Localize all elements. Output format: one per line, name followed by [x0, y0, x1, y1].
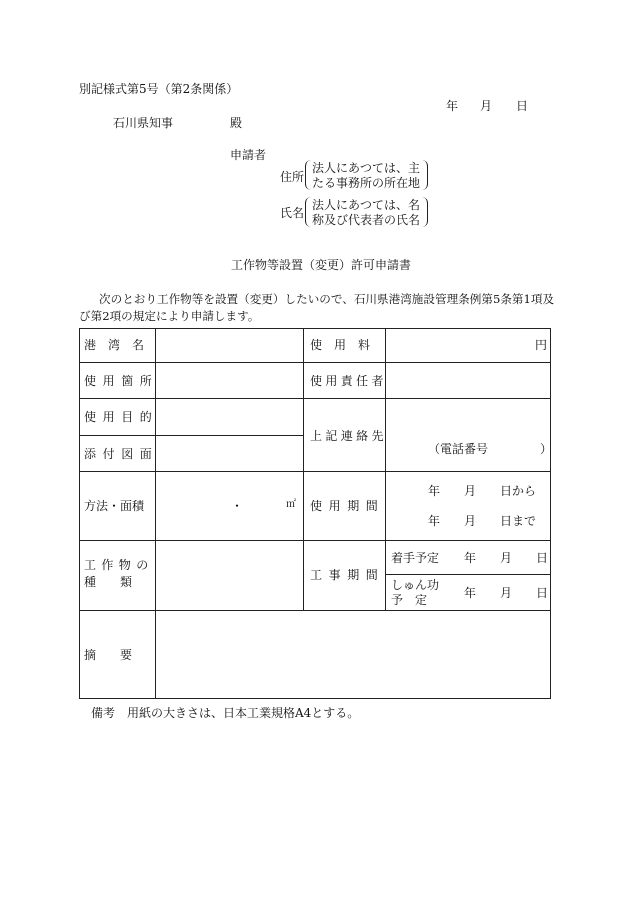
period-to-day: 日まで — [500, 514, 537, 528]
start-planned-label: 着手予定 — [391, 551, 440, 565]
table-hline-6 — [385, 574, 551, 575]
usage-manager-label: 使用責任者 — [310, 374, 387, 388]
table-vline-1 — [155, 328, 156, 610]
structure-type-line2: 種 類 — [84, 575, 133, 589]
usage-purpose-label: 使用目的 — [84, 410, 159, 424]
usage-fee-label: 使 用 料 — [310, 338, 371, 352]
table-hline-3 — [79, 435, 304, 436]
intro-line2: び第2項の規定により申請します。 — [79, 309, 260, 323]
footnote: 備考 用紙の大きさは、日本工業規格A4とする。 — [91, 706, 360, 720]
completion-day: 日 — [536, 586, 549, 600]
address-note-line2: たる事務所の所在地 — [312, 176, 421, 190]
phone-close: ） — [540, 442, 553, 456]
construction-period-label: 工事期間 — [310, 568, 385, 582]
structure-type-line1: 工作物の — [84, 558, 154, 572]
table-vline-2 — [303, 328, 304, 610]
summary-label: 摘 要 — [84, 648, 133, 662]
start-year: 年 — [464, 551, 477, 565]
table-hline-2 — [79, 398, 551, 399]
contact-label: 上記連絡先 — [310, 429, 387, 443]
name-label: 氏名 — [280, 206, 305, 220]
usage-period-label: 使用期間 — [310, 499, 385, 513]
applicant-label: 申請者 — [230, 148, 267, 162]
date-year: 年 — [446, 99, 459, 113]
sqm-unit: ㎡ — [286, 499, 296, 510]
completion-label-line2: 予 定 — [391, 593, 428, 607]
table-hline-1 — [79, 362, 551, 363]
port-name-label: 港 湾 名 — [84, 338, 145, 352]
period-from-year: 年 — [428, 484, 441, 498]
intro-line1: 次のとおり工作物等を設置（変更）したいので、石川県港湾施設管理条例第5条第1項及 — [99, 292, 555, 306]
date-day: 日 — [516, 99, 529, 113]
attached-drawings-label: 添付図面 — [84, 447, 159, 461]
period-from-month: 月 — [464, 484, 477, 498]
table-vline-3 — [385, 328, 386, 610]
completion-label-line1: しゅん功 — [391, 578, 440, 592]
address-note-line1: 法人にあつては、主 — [312, 161, 421, 175]
period-from-day: 日から — [500, 484, 537, 498]
start-month: 月 — [500, 551, 513, 565]
table-hline-4 — [79, 471, 551, 472]
addressee: 石川県知事 — [113, 116, 174, 130]
period-to-year: 年 — [428, 514, 441, 528]
name-note-line2: 称及び代表者の氏名 — [312, 213, 421, 227]
table-hline-5 — [79, 540, 551, 541]
honorific: 殿 — [230, 116, 243, 130]
completion-year: 年 — [464, 586, 477, 600]
method-area-label: 方法・面積 — [84, 499, 145, 513]
name-note-line1: 法人にあつては、名 — [312, 198, 421, 212]
yen-unit: 円 — [535, 338, 548, 352]
address-label: 住所 — [280, 170, 305, 184]
phone-label: （電話番号 — [428, 442, 489, 456]
period-to-month: 月 — [464, 514, 477, 528]
completion-month: 月 — [500, 586, 513, 600]
document-title: 工作物等設置（変更）許可申請書 — [231, 258, 412, 272]
table-hline-7 — [79, 610, 551, 611]
method-dot: ・ — [231, 499, 244, 513]
form-number: 別記様式第5号（第2条関係） — [79, 82, 239, 96]
start-day: 日 — [536, 551, 549, 565]
table-vline-summary — [155, 610, 156, 699]
usage-location-label: 使用箇所 — [84, 374, 159, 388]
date-month: 月 — [480, 99, 493, 113]
